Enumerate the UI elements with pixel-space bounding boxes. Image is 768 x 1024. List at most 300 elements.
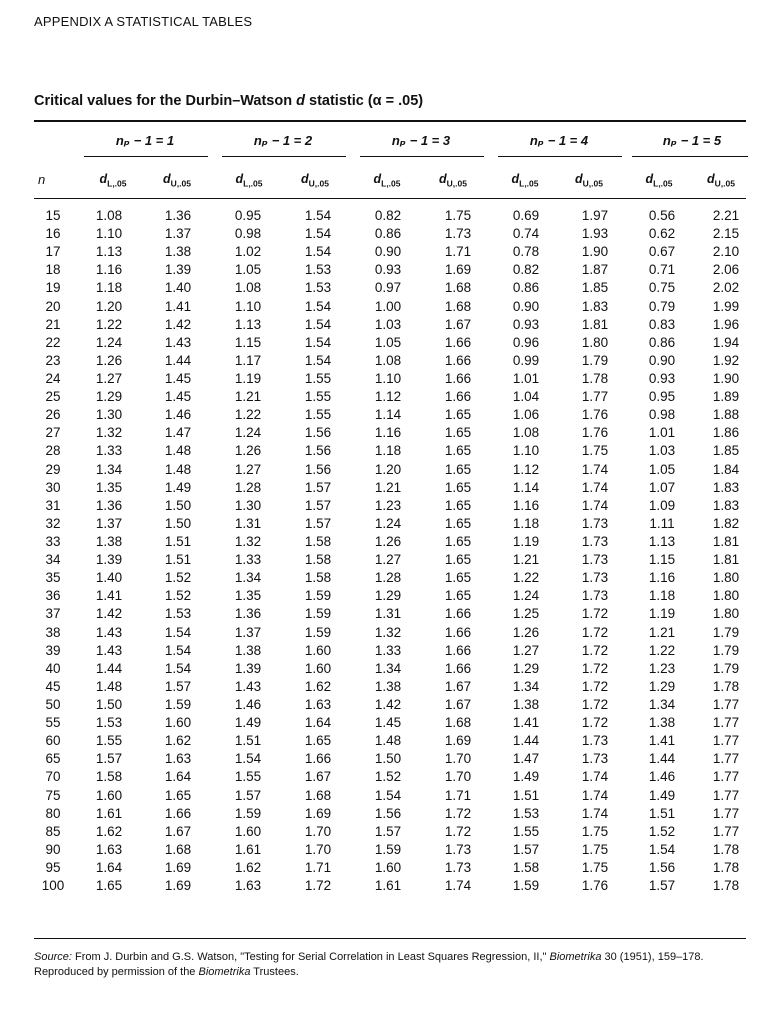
cell-du-1: 1.46 (164, 407, 192, 423)
cell-dl-5: 1.21 (648, 624, 676, 640)
table-row (34, 461, 756, 479)
cell-dl-4: 1.49 (512, 769, 540, 785)
cell-dl-4: 1.58 (512, 859, 540, 875)
cell-dl-2: 1.38 (234, 642, 262, 658)
cell-dl-2: 1.17 (234, 352, 262, 368)
cell-du-2: 1.64 (304, 715, 332, 731)
cell-du-2: 1.58 (304, 570, 332, 586)
table-row (34, 551, 756, 569)
cell-dl-2: 1.39 (234, 660, 262, 676)
cell-dl-2: 1.15 (234, 334, 262, 350)
cell-du-3: 1.65 (444, 570, 472, 586)
cell-du-1: 1.52 (164, 588, 192, 604)
cell-dl-1: 1.64 (95, 859, 123, 875)
cell-dl-3: 0.93 (374, 262, 402, 278)
cell-du-5: 1.99 (712, 298, 740, 314)
cell-dl-2: 1.32 (234, 534, 262, 550)
cell-dl-3: 1.38 (374, 678, 402, 694)
cell-dl-1: 1.08 (95, 208, 123, 224)
cell-dl-2: 1.34 (234, 570, 262, 586)
cell-dl-4: 1.51 (512, 787, 540, 803)
cell-dl-2: 1.26 (234, 443, 262, 459)
cell-dl-3: 1.29 (374, 588, 402, 604)
cell-du-5: 1.77 (712, 805, 740, 821)
table-row (34, 696, 756, 714)
cell-du-4: 1.77 (581, 389, 609, 405)
cell-du-3: 1.69 (444, 262, 472, 278)
cell-dl-3: 1.42 (374, 697, 402, 712)
cell-du-1: 1.50 (164, 497, 192, 513)
cell-du-3: 1.73 (444, 226, 472, 242)
cell-n: 29 (45, 461, 61, 477)
cell-du-5: 1.77 (712, 769, 740, 785)
group-header-3: nₚ − 1 = 3 (391, 133, 451, 148)
cell-n: 15 (45, 208, 61, 224)
table-row (34, 406, 756, 424)
cell-du-2: 1.55 (304, 407, 332, 423)
cell-dl-5: 1.19 (648, 606, 676, 622)
cell-du-1: 1.62 (164, 733, 192, 749)
group-underline-1 (84, 156, 208, 157)
cell-dl-3: 1.24 (374, 515, 402, 531)
cell-du-1: 1.60 (164, 715, 192, 731)
cell-du-3: 1.66 (444, 660, 472, 676)
cell-dl-5: 1.15 (648, 552, 676, 568)
cell-dl-1: 1.50 (95, 697, 123, 712)
cell-du-3: 1.68 (444, 280, 472, 296)
cell-du-4: 1.81 (581, 316, 609, 332)
cell-dl-1: 1.18 (95, 280, 123, 296)
cell-dl-4: 1.01 (512, 371, 540, 387)
table-row (34, 750, 756, 768)
cell-du-2: 1.71 (304, 859, 332, 875)
cell-du-2: 1.69 (304, 805, 332, 821)
cell-du-2: 1.57 (304, 515, 332, 531)
cell-dl-5: 1.01 (648, 425, 676, 441)
cell-dl-3: 1.60 (374, 859, 402, 875)
cell-du-1: 1.66 (164, 805, 192, 821)
cell-du-3: 1.67 (444, 697, 472, 712)
cell-dl-1: 1.34 (95, 461, 123, 477)
cell-n: 75 (45, 787, 61, 803)
du-header-5: $d_{U,.05}$ (707, 172, 735, 189)
cell-dl-5: 1.49 (648, 787, 676, 803)
cell-du-1: 1.54 (164, 660, 192, 676)
cell-du-1: 1.59 (164, 697, 192, 712)
cell-du-4: 1.76 (581, 425, 609, 441)
cell-n: 40 (45, 660, 61, 676)
cell-du-5: 1.78 (712, 859, 740, 875)
cell-du-5: 1.83 (712, 497, 740, 513)
cell-dl-1: 1.33 (95, 443, 123, 459)
table-row (34, 515, 756, 533)
cell-du-1: 1.64 (164, 769, 192, 785)
cell-n: 16 (45, 226, 61, 242)
cell-du-3: 1.70 (444, 751, 472, 767)
cell-du-3: 1.74 (444, 878, 472, 894)
cell-du-5: 1.79 (712, 624, 740, 640)
cell-du-4: 1.72 (581, 606, 609, 622)
cell-du-3: 1.66 (444, 334, 472, 350)
cell-dl-1: 1.24 (95, 334, 123, 350)
cell-dl-5: 0.93 (648, 371, 676, 387)
cell-du-5: 1.90 (712, 371, 740, 387)
cell-dl-5: 1.16 (648, 570, 676, 586)
cell-dl-3: 1.12 (374, 389, 402, 405)
table-row (34, 316, 756, 334)
cell-du-3: 1.68 (444, 298, 472, 314)
cell-dl-5: 1.56 (648, 859, 676, 875)
cell-du-5: 1.81 (712, 552, 740, 568)
cell-du-5: 1.92 (712, 352, 740, 368)
cell-du-1: 1.48 (164, 443, 192, 459)
cell-du-1: 1.36 (164, 208, 192, 224)
cell-dl-3: 1.21 (374, 479, 402, 495)
table-row (34, 805, 756, 823)
cell-dl-4: 1.34 (512, 678, 540, 694)
cell-dl-4: 1.14 (512, 479, 540, 495)
table-row (34, 261, 756, 279)
cell-dl-1: 1.42 (95, 606, 123, 622)
cell-dl-1: 1.38 (95, 534, 123, 550)
cell-dl-5: 0.67 (648, 244, 676, 260)
cell-du-1: 1.45 (164, 389, 192, 405)
cell-dl-1: 1.30 (95, 407, 123, 423)
cell-dl-3: 1.10 (374, 371, 402, 387)
cell-du-2: 1.54 (304, 244, 332, 260)
cell-du-4: 1.75 (581, 823, 609, 839)
table-row (34, 714, 756, 732)
cell-du-5: 2.02 (712, 280, 740, 296)
cell-dl-1: 1.40 (95, 570, 123, 586)
cell-dl-2: 1.60 (234, 823, 262, 839)
table-title (34, 93, 423, 109)
cell-du-1: 1.43 (164, 334, 192, 350)
cell-du-5: 1.88 (712, 407, 740, 423)
cell-du-4: 1.80 (581, 334, 609, 350)
header-rule (34, 198, 746, 199)
cell-du-4: 1.74 (581, 497, 609, 513)
cell-dl-3: 1.48 (374, 733, 402, 749)
cell-dl-2: 0.98 (234, 226, 262, 242)
cell-dl-4: 1.21 (512, 552, 540, 568)
cell-du-2: 1.59 (304, 588, 332, 604)
cell-dl-4: 1.22 (512, 570, 540, 586)
cell-du-4: 1.73 (581, 588, 609, 604)
cell-du-3: 1.65 (444, 497, 472, 513)
cell-du-5: 1.80 (712, 588, 740, 604)
cell-du-3: 1.73 (444, 859, 472, 875)
cell-du-3: 1.65 (444, 588, 472, 604)
cell-du-5: 1.89 (712, 389, 740, 405)
cell-du-4: 1.72 (581, 660, 609, 676)
cell-dl-5: 0.71 (648, 262, 676, 278)
cell-dl-2: 1.21 (234, 389, 262, 405)
group-underline-5 (632, 156, 748, 157)
cell-du-5: 1.77 (712, 697, 740, 712)
cell-du-1: 1.38 (164, 244, 192, 260)
table-row (34, 497, 756, 515)
cell-n: 37 (45, 606, 61, 622)
cell-du-3: 1.65 (444, 443, 472, 459)
cell-n: 60 (45, 733, 61, 749)
cell-du-1: 1.69 (164, 878, 192, 894)
cell-du-4: 1.76 (581, 878, 609, 894)
cell-dl-2: 1.62 (234, 859, 262, 875)
cell-dl-5: 0.95 (648, 389, 676, 405)
table-row (34, 678, 756, 696)
cell-du-3: 1.69 (444, 733, 472, 749)
cell-dl-1: 1.27 (95, 371, 123, 387)
cell-dl-1: 1.32 (95, 425, 123, 441)
cell-dl-4: 1.47 (512, 751, 540, 767)
dl-header-2: $d_{L,.05}$ (235, 172, 263, 189)
cell-du-5: 1.96 (712, 316, 740, 332)
cell-du-4: 1.72 (581, 624, 609, 640)
cell-du-5: 1.85 (712, 443, 740, 459)
title-d: d (296, 93, 305, 109)
cell-dl-2: 1.43 (234, 678, 262, 694)
cell-dl-1: 1.55 (95, 733, 123, 749)
cell-n: 100 (41, 878, 65, 894)
group-header-2: nₚ − 1 = 2 (253, 133, 313, 148)
cell-dl-4: 0.74 (512, 226, 540, 242)
cell-dl-4: 1.24 (512, 588, 540, 604)
cell-n: 19 (45, 280, 61, 296)
cell-du-2: 1.57 (304, 479, 332, 495)
cell-du-5: 2.15 (712, 226, 740, 242)
cell-dl-2: 1.36 (234, 606, 262, 622)
cell-n: 95 (45, 859, 61, 875)
group-header-1: nₚ − 1 = 1 (115, 133, 175, 148)
cell-dl-1: 1.26 (95, 352, 123, 368)
cell-du-3: 1.65 (444, 552, 472, 568)
table-row (34, 624, 756, 642)
cell-du-4: 1.74 (581, 787, 609, 803)
cell-du-5: 1.80 (712, 570, 740, 586)
cell-du-1: 1.54 (164, 624, 192, 640)
cell-dl-4: 0.82 (512, 262, 540, 278)
cell-du-1: 1.67 (164, 823, 192, 839)
cell-n: 20 (45, 298, 61, 314)
cell-du-5: 1.77 (712, 715, 740, 731)
cell-dl-1: 1.43 (95, 624, 123, 640)
cell-dl-1: 1.63 (95, 841, 123, 857)
cell-dl-4: 0.96 (512, 334, 540, 350)
cell-du-5: 1.79 (712, 642, 740, 658)
cell-du-3: 1.65 (444, 479, 472, 495)
cell-dl-4: 0.90 (512, 298, 540, 314)
table-row (34, 388, 756, 406)
cell-dl-5: 1.54 (648, 841, 676, 857)
cell-dl-2: 1.28 (234, 479, 262, 495)
cell-du-1: 1.54 (164, 642, 192, 658)
table-row (34, 823, 756, 841)
cell-dl-1: 1.20 (95, 298, 123, 314)
cell-dl-2: 1.02 (234, 244, 262, 260)
cell-n: 85 (45, 823, 61, 839)
cell-dl-4: 1.19 (512, 534, 540, 550)
cell-n: 24 (45, 371, 61, 387)
cell-du-5: 1.80 (712, 606, 740, 622)
cell-dl-5: 1.52 (648, 823, 676, 839)
cell-dl-4: 1.10 (512, 443, 540, 459)
cell-n: 90 (45, 841, 61, 857)
cell-dl-5: 1.57 (648, 878, 676, 894)
cell-dl-3: 1.20 (374, 461, 402, 477)
cell-du-4: 1.74 (581, 479, 609, 495)
cell-n: 35 (45, 570, 61, 586)
cell-du-2: 1.59 (304, 606, 332, 622)
cell-du-4: 1.73 (581, 552, 609, 568)
cell-dl-2: 1.30 (234, 497, 262, 513)
cell-du-1: 1.42 (164, 316, 192, 332)
cell-du-4: 1.74 (581, 769, 609, 785)
cell-du-5: 1.77 (712, 787, 740, 803)
cell-du-4: 1.72 (581, 697, 609, 712)
cell-du-5: 2.21 (712, 208, 740, 224)
cell-dl-2: 1.27 (234, 461, 262, 477)
cell-du-2: 1.54 (304, 334, 332, 350)
cell-du-3: 1.72 (444, 823, 472, 839)
cell-du-2: 1.54 (304, 316, 332, 332)
cell-du-5: 1.78 (712, 878, 740, 894)
cell-du-2: 1.63 (304, 697, 332, 712)
cell-dl-5: 0.75 (648, 280, 676, 296)
cell-du-5: 1.79 (712, 660, 740, 676)
cell-n: 55 (45, 715, 61, 731)
cell-du-2: 1.56 (304, 461, 332, 477)
cell-dl-4: 1.41 (512, 715, 540, 731)
cell-dl-1: 1.36 (95, 497, 123, 513)
cell-n: 70 (45, 769, 61, 785)
cell-du-2: 1.54 (304, 208, 332, 224)
cell-dl-4: 1.27 (512, 642, 540, 658)
cell-du-4: 1.72 (581, 715, 609, 731)
table-row (34, 207, 756, 225)
cell-du-3: 1.65 (444, 407, 472, 423)
cell-du-1: 1.40 (164, 280, 192, 296)
group-underline-2 (222, 156, 346, 157)
cell-dl-3: 1.23 (374, 497, 402, 513)
cell-dl-2: 1.08 (234, 280, 262, 296)
cell-n: 27 (45, 425, 61, 441)
cell-du-2: 1.70 (304, 823, 332, 839)
cell-dl-2: 1.49 (234, 715, 262, 731)
cell-du-1: 1.45 (164, 371, 192, 387)
cell-du-4: 1.74 (581, 461, 609, 477)
cell-du-4: 1.73 (581, 733, 609, 749)
cell-du-5: 2.06 (712, 262, 740, 278)
cell-dl-1: 1.62 (95, 823, 123, 839)
cell-dl-3: 0.86 (374, 226, 402, 242)
cell-du-1: 1.44 (164, 352, 192, 368)
n-column-header: n (38, 172, 46, 187)
du-header-3: $d_{U,.05}$ (439, 172, 467, 189)
cell-dl-5: 1.09 (648, 497, 676, 513)
cell-n: 30 (45, 479, 61, 495)
cell-dl-4: 1.57 (512, 841, 540, 857)
cell-dl-4: 0.99 (512, 352, 540, 368)
cell-du-1: 1.53 (164, 606, 192, 622)
cell-dl-4: 1.12 (512, 461, 540, 477)
cell-du-4: 1.87 (581, 262, 609, 278)
cell-du-2: 1.58 (304, 552, 332, 568)
cell-dl-1: 1.35 (95, 479, 123, 495)
cell-du-3: 1.65 (444, 425, 472, 441)
cell-du-5: 1.82 (712, 515, 740, 531)
cell-dl-2: 1.33 (234, 552, 262, 568)
cell-dl-5: 1.11 (649, 515, 675, 531)
cell-dl-3: 1.03 (374, 316, 402, 332)
cell-dl-4: 1.04 (512, 389, 540, 405)
cell-dl-5: 1.03 (648, 443, 676, 459)
cell-du-2: 1.56 (304, 443, 332, 459)
cell-dl-3: 1.34 (374, 660, 402, 676)
cell-du-1: 1.63 (164, 751, 192, 767)
cell-n: 38 (45, 624, 61, 640)
cell-dl-3: 1.05 (374, 334, 402, 350)
cell-dl-1: 1.53 (95, 715, 123, 731)
cell-dl-4: 1.55 (512, 823, 540, 839)
cell-du-4: 1.79 (581, 352, 609, 368)
cell-du-5: 1.94 (712, 334, 740, 350)
cell-du-4: 1.75 (581, 841, 609, 857)
cell-du-4: 1.75 (581, 859, 609, 875)
table-row (34, 225, 756, 243)
group-header-5: nₚ − 1 = 5 (662, 133, 722, 148)
cell-dl-3: 1.56 (374, 805, 402, 821)
cell-dl-5: 1.44 (648, 751, 676, 767)
cell-dl-2: 1.46 (234, 697, 262, 712)
du-header-2: $d_{U,.05}$ (301, 172, 329, 189)
cell-du-3: 1.70 (444, 769, 472, 785)
cell-du-2: 1.59 (304, 624, 332, 640)
table-row (34, 787, 756, 805)
cell-du-2: 1.53 (304, 262, 332, 278)
cell-dl-1: 1.57 (95, 751, 123, 767)
table-row (34, 442, 756, 460)
cell-dl-4: 1.08 (512, 425, 540, 441)
cell-dl-3: 1.32 (374, 624, 402, 640)
cell-du-5: 1.86 (712, 425, 740, 441)
cell-du-2: 1.60 (304, 642, 332, 658)
cell-dl-2: 1.61 (234, 841, 262, 857)
title-suffix: statistic (α = .05) (304, 93, 424, 109)
cell-du-1: 1.51 (164, 552, 192, 568)
table-row (34, 732, 756, 750)
cell-du-2: 1.65 (304, 733, 332, 749)
cell-dl-3: 1.57 (374, 823, 402, 839)
cell-dl-5: 1.29 (648, 678, 676, 694)
cell-n: 32 (45, 515, 61, 531)
cell-n: 80 (45, 805, 61, 821)
cell-du-2: 1.54 (304, 352, 332, 368)
cell-dl-3: 1.18 (374, 443, 402, 459)
cell-du-2: 1.67 (304, 769, 332, 785)
cell-n: 25 (45, 389, 61, 405)
cell-dl-1: 1.44 (95, 660, 123, 676)
cell-dl-1: 1.29 (95, 389, 123, 405)
table-row (34, 605, 756, 623)
cell-n: 45 (45, 678, 61, 694)
cell-dl-1: 1.60 (95, 787, 123, 803)
cell-dl-4: 0.69 (512, 208, 540, 224)
cell-du-3: 1.66 (444, 606, 472, 622)
du-header-1: $d_{U,.05}$ (163, 172, 191, 189)
cell-du-1: 1.47 (164, 425, 192, 441)
running-header: APPENDIX A STATISTICAL TABLES (34, 14, 253, 29)
